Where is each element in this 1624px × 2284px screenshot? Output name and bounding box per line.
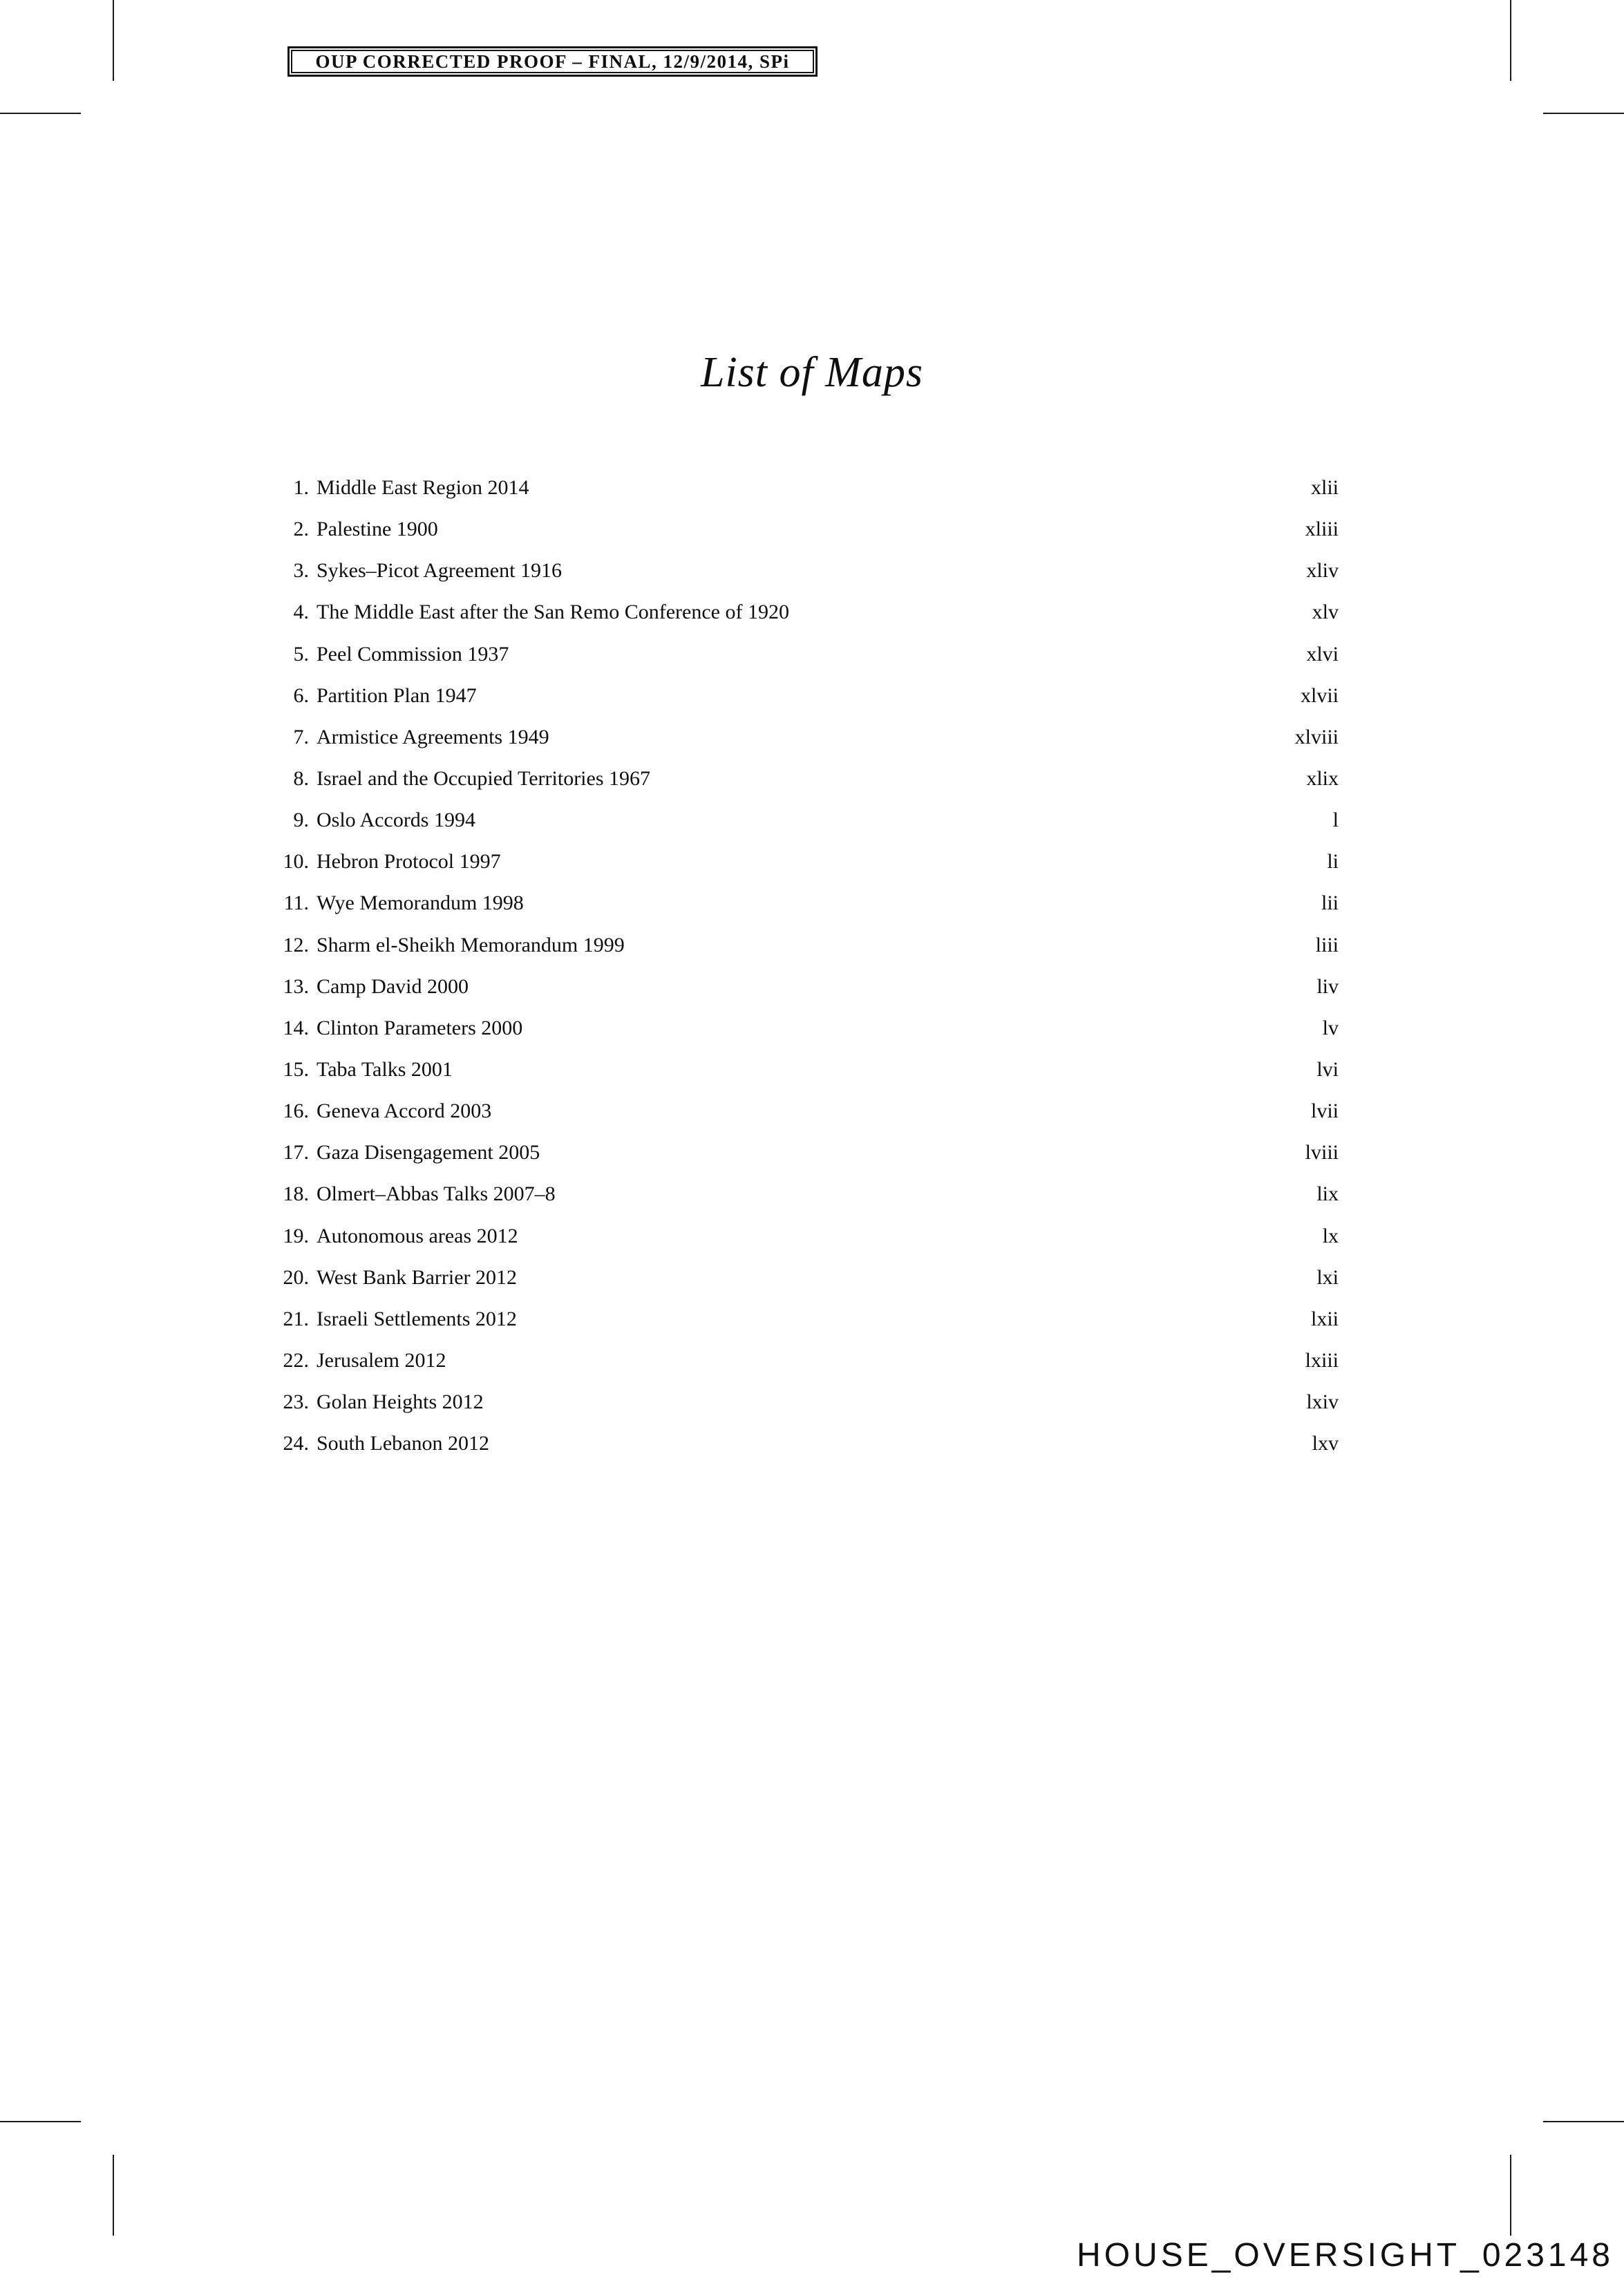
map-list-item xyxy=(256,509,1339,550)
map-number: 1. xyxy=(293,476,309,500)
map-list-item xyxy=(256,634,1339,675)
map-number: 21. xyxy=(283,1307,309,1330)
map-list-item xyxy=(256,1049,1339,1091)
cropmark-bottom-right-horizontal xyxy=(1543,2121,1624,2122)
map-label: South Lebanon 2012 xyxy=(317,1432,489,1455)
map-label: Jerusalem 2012 xyxy=(317,1349,446,1372)
map-page: lviii xyxy=(1305,1141,1339,1164)
map-label: Oslo Accords 1994 xyxy=(317,809,475,832)
cropmark-top-right-horizontal xyxy=(1543,113,1624,114)
map-label: Sharm el-Sheikh Memorandum 1999 xyxy=(317,933,625,956)
map-page: xlvii xyxy=(1300,683,1339,707)
map-page: lxiv xyxy=(1306,1390,1339,1414)
maps-list xyxy=(256,467,1339,1464)
map-page: liii xyxy=(1315,933,1339,956)
proof-stamp-text: OUP CORRECTED PROOF – FINAL, 12/9/2014, SPi xyxy=(315,50,790,72)
map-number: 8. xyxy=(293,767,309,791)
map-page: xlii xyxy=(1310,476,1339,500)
proof-stamp-inner-border xyxy=(291,50,814,73)
map-list-item xyxy=(256,1091,1339,1132)
map-number: 19. xyxy=(283,1224,309,1247)
map-list-item xyxy=(256,966,1339,1008)
map-number: 4. xyxy=(293,601,309,624)
map-number: 24. xyxy=(283,1432,309,1455)
map-page: l xyxy=(1332,809,1339,832)
map-list-item xyxy=(256,925,1339,966)
cropmark-top-right-vertical xyxy=(1510,0,1511,81)
map-label: Taba Talks 2001 xyxy=(317,1058,453,1082)
map-label: Camp David 2000 xyxy=(317,974,469,998)
map-label: Hebron Protocol 1997 xyxy=(317,850,501,874)
map-list-item xyxy=(256,1340,1339,1381)
map-list-item xyxy=(256,717,1339,758)
cropmark-top-left-vertical xyxy=(113,0,114,81)
map-list-item xyxy=(256,550,1339,592)
map-number: 15. xyxy=(283,1058,309,1082)
map-number: 2. xyxy=(293,518,309,541)
map-list-item xyxy=(256,1008,1339,1049)
map-page: lv xyxy=(1322,1016,1339,1039)
map-page: li xyxy=(1327,850,1339,874)
map-list-item xyxy=(256,883,1339,924)
map-list-item xyxy=(256,1299,1339,1340)
map-label: Golan Heights 2012 xyxy=(317,1390,484,1414)
map-page: xliii xyxy=(1305,518,1339,541)
map-list-item xyxy=(256,1257,1339,1299)
cropmark-bottom-right-vertical xyxy=(1510,2155,1511,2236)
map-page: xliv xyxy=(1306,559,1339,583)
map-label: Sykes–Picot Agreement 1916 xyxy=(317,559,562,583)
map-list-item xyxy=(256,467,1339,509)
map-page: xlix xyxy=(1306,767,1339,791)
map-page: lxi xyxy=(1316,1265,1339,1289)
map-page: lx xyxy=(1322,1224,1339,1247)
map-page: lix xyxy=(1316,1182,1339,1206)
map-page: lii xyxy=(1321,891,1339,915)
map-label: Israeli Settlements 2012 xyxy=(317,1307,517,1330)
map-label: West Bank Barrier 2012 xyxy=(317,1265,518,1289)
map-number: 13. xyxy=(283,974,309,998)
map-label: Armistice Agreements 1949 xyxy=(317,725,549,748)
map-list-item xyxy=(256,1173,1339,1215)
map-number: 23. xyxy=(283,1390,309,1414)
map-page: xlviii xyxy=(1294,725,1339,748)
cropmark-bottom-left-horizontal xyxy=(0,2121,81,2122)
map-number: 12. xyxy=(283,933,309,956)
map-number: 22. xyxy=(283,1349,309,1372)
map-list-item xyxy=(256,675,1339,717)
cropmark-bottom-left-vertical xyxy=(113,2155,114,2236)
map-list-item xyxy=(256,800,1339,841)
map-number: 7. xyxy=(293,725,309,748)
map-label: Autonomous areas 2012 xyxy=(317,1224,518,1247)
map-label: Peel Commission 1937 xyxy=(317,642,509,666)
map-list-item xyxy=(256,841,1339,883)
map-number: 20. xyxy=(283,1265,309,1289)
cropmark-top-left-horizontal xyxy=(0,113,81,114)
map-page: lxiii xyxy=(1305,1349,1339,1372)
map-label: Olmert–Abbas Talks 2007–8 xyxy=(317,1182,556,1206)
map-list-item xyxy=(256,1216,1339,1257)
map-number: 18. xyxy=(283,1182,309,1206)
map-number: 5. xyxy=(293,642,309,666)
map-number: 6. xyxy=(293,683,309,707)
map-number: 17. xyxy=(283,1141,309,1164)
map-page: lxii xyxy=(1310,1307,1339,1330)
map-label: Wye Memorandum 1998 xyxy=(317,891,524,915)
map-label: Gaza Disengagement 2005 xyxy=(317,1141,540,1164)
map-number: 16. xyxy=(283,1099,309,1123)
map-number: 14. xyxy=(283,1016,309,1039)
map-page: xlvi xyxy=(1306,642,1339,666)
map-page: lvi xyxy=(1316,1058,1339,1082)
bates-watermark: HOUSE_OVERSIGHT_023148 xyxy=(1077,2237,1614,2274)
map-list-item xyxy=(256,758,1339,800)
map-number: 9. xyxy=(293,809,309,832)
map-list-item xyxy=(256,592,1339,633)
map-number: 3. xyxy=(293,559,309,583)
map-list-item xyxy=(256,1423,1339,1464)
map-page: xlv xyxy=(1312,601,1339,624)
map-label: Israel and the Occupied Territories 1967 xyxy=(317,767,651,791)
map-page: lxv xyxy=(1312,1432,1339,1455)
map-number: 10. xyxy=(283,850,309,874)
map-label: Partition Plan 1947 xyxy=(317,683,477,707)
map-page: lvii xyxy=(1310,1099,1339,1123)
page-title: List of Maps xyxy=(700,349,924,396)
map-list-item xyxy=(256,1132,1339,1173)
proof-stamp-box xyxy=(287,46,818,77)
map-label: Middle East Region 2014 xyxy=(317,476,529,500)
map-page: liv xyxy=(1316,974,1339,998)
map-number: 11. xyxy=(283,891,309,915)
map-label: The Middle East after the San Remo Conference of 1920 xyxy=(317,601,789,624)
map-list-item xyxy=(256,1381,1339,1423)
map-label: Geneva Accord 2003 xyxy=(317,1099,492,1123)
map-label: Palestine 1900 xyxy=(317,518,438,541)
map-label: Clinton Parameters 2000 xyxy=(317,1016,523,1039)
